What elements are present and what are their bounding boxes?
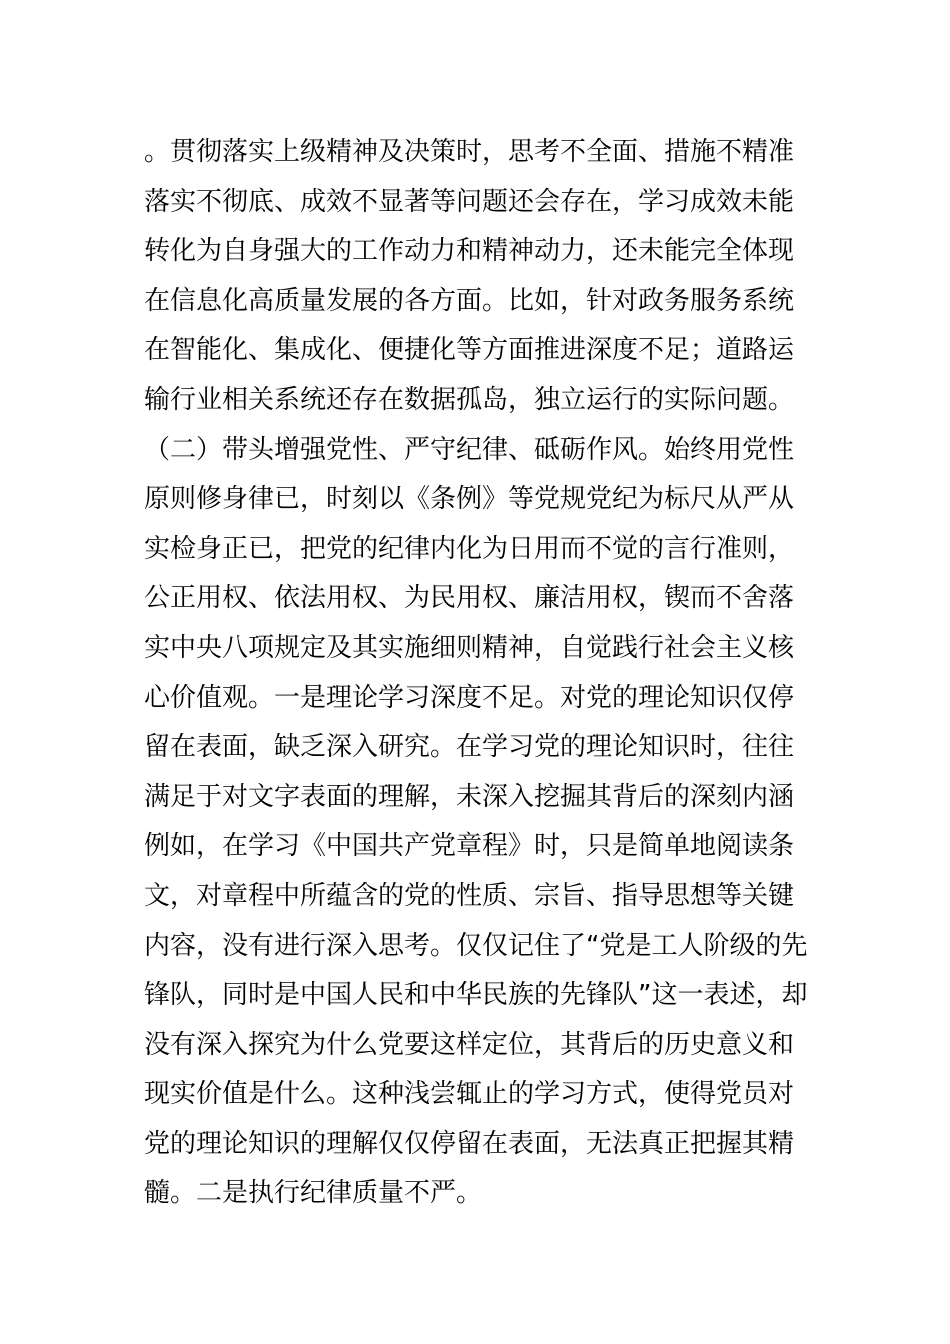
body-text: [144, 128, 824, 1219]
text-line: 落实不彻底、成效不显著等问题还会存在，学习成效未能: [144, 186, 795, 217]
text-line: 心价值观。一是理论学习深度不足。对党的理论知识仅停: [144, 682, 795, 713]
text-line: 内容，没有进行深入思考。仅仅记住了“党是工人阶级的先: [144, 930, 808, 961]
text-line: 留在表面，缺乏深入研究。在学习党的理论知识时，往往: [144, 732, 795, 763]
text-line: 实中央八项规定及其实施细则精神，自觉践行社会主义核: [144, 632, 795, 663]
text-line: 在信息化高质量发展的各方面。比如，针对政务服务系统: [144, 285, 795, 316]
text-line: 在智能化、集成化、便捷化等方面推进深度不足；道路运: [144, 335, 795, 366]
text-line: 党的理论知识的理解仅仅停留在表面，无法真正把握其精: [144, 1128, 795, 1159]
section-heading-line: （二）带头增强党性、严守纪律、砥砺作风。始终用党性: [144, 434, 795, 465]
text-line: 。贯彻落实上级精神及决策时，思考不全面、措施不精准: [144, 137, 795, 167]
text-line: 输行业相关系统还存在数据孤岛，独立运行的实际问题。: [144, 384, 795, 415]
text-line: 满足于对文字表面的理解，未深入挖掘其背后的深刻内涵: [144, 781, 795, 812]
text-line: 例如，在学习《中国共产党章程》时，只是简单地阅读条: [144, 831, 795, 862]
text-line: 实检身正已，把党的纪律内化为日用而不觉的言行准则，: [144, 533, 795, 564]
text-line: 锋队，同时是中国人民和中华民族的先锋队”这一表述，却: [144, 980, 808, 1011]
text-line: 没有深入探究为什么党要这样定位，其背后的历史意义和: [144, 1029, 795, 1060]
text-line: 转化为自身强大的工作动力和精神动力，还未能完全体现: [144, 236, 795, 267]
text-line: 原则修身律已，时刻以《条例》等党规党纪为标尺从严从: [144, 484, 795, 515]
text-line: 文，对章程中所蕴含的党的性质、宗旨、指导思想等关键: [144, 880, 795, 911]
text-line: 现实价值是什么。这种浅尝辄止的学习方式，使得党员对: [144, 1079, 795, 1110]
text-line: 髓。二是执行纪律质量不严。: [144, 1178, 483, 1209]
text-line: 公正用权、依法用权、为民用权、廉洁用权，锲而不舍落: [144, 583, 795, 614]
